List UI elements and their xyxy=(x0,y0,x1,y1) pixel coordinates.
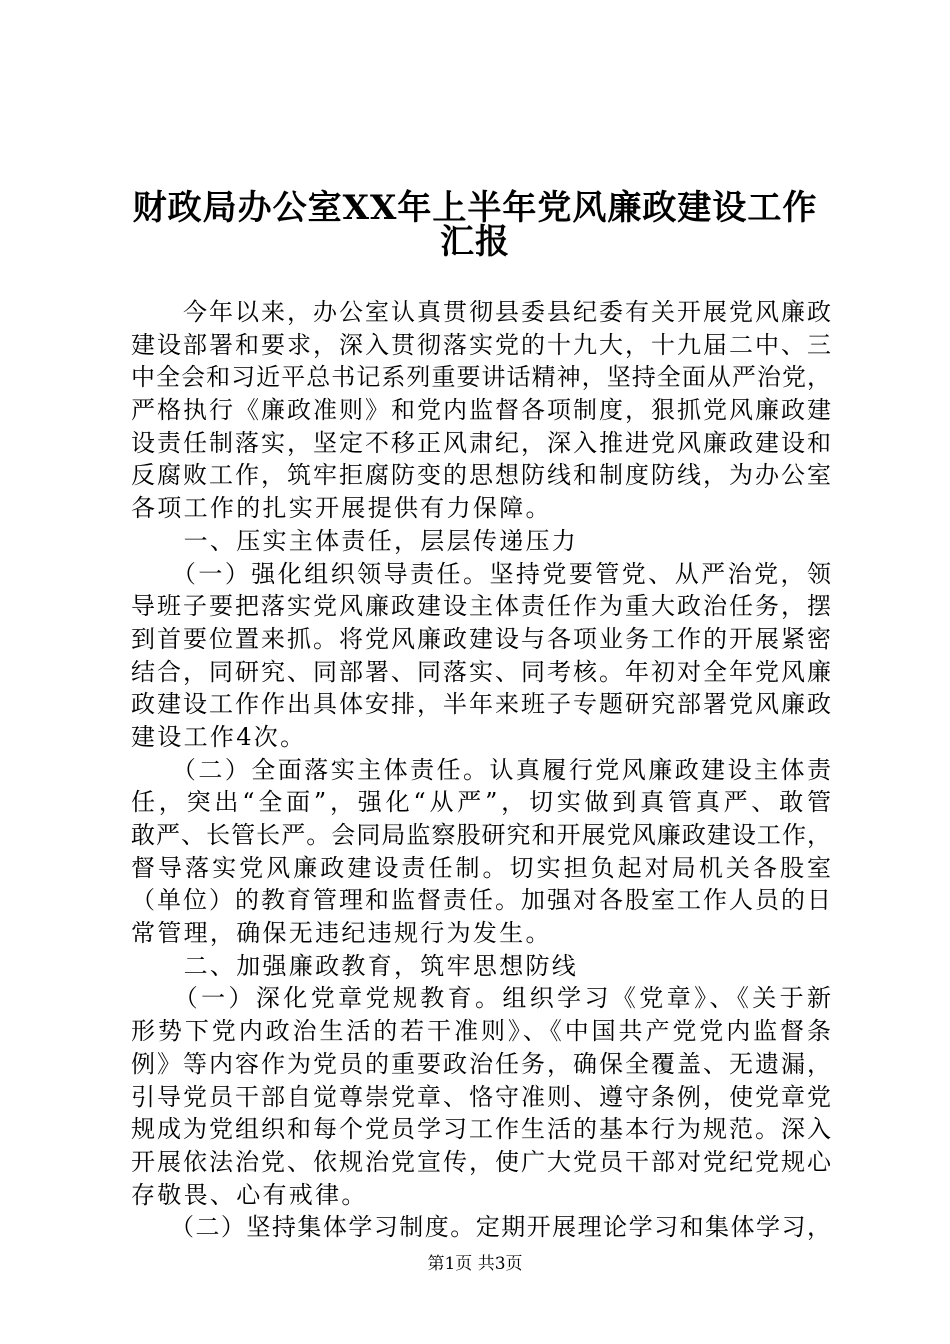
body-line: 敢严、长管长严。会同局监察股研究和开展党风廉政建设工作， xyxy=(131,821,831,849)
body-line: 督导落实党风廉政建设责任制。切实担负起对局机关各股室 xyxy=(131,853,831,882)
body-line: 中全会和习近平总书记系列重要讲话精神，坚持全面从严治党， xyxy=(131,363,831,392)
body-line: 规成为党组织和每个党员学习工作生活的基本行为规范。深入 xyxy=(131,1115,831,1144)
page-footer: 第1页 共3页 xyxy=(427,1254,523,1274)
body-line: 建设部署和要求，深入贯彻落实党的十九大，十九届二中、三 xyxy=(131,330,831,359)
document-title-line-1: 财政局办公室XX年上半年党风廉政建设工作 xyxy=(132,188,818,228)
body-line: 设责任制落实，坚定不移正风肃纪，深入推进党风廉政建设和 xyxy=(131,428,831,457)
body-line: 形势下党内政治生活的若干准则》、《中国共产党党内监督条 xyxy=(131,1017,831,1046)
document-title-line-2: 汇报 xyxy=(440,222,510,262)
document-body xyxy=(131,296,831,1244)
body-line: 例》等内容作为党员的重要政治任务，确保全覆盖、无遗漏， xyxy=(131,1049,831,1078)
body-line: （二）全面落实主体责任。认真履行党风廉政建设主体责 xyxy=(131,755,831,784)
body-line: 严格执行《廉政准则》和党内监督各项制度，狠抓党风廉政建 xyxy=(131,396,831,425)
body-line: 引导党员干部自觉尊崇党章、恪守准则、遵守条例，使党章党 xyxy=(131,1082,831,1111)
body-line: 政建设工作作出具体安排，半年来班子专题研究部署党风廉政 xyxy=(131,690,831,719)
body-line: 反腐败工作，筑牢拒腐防变的思想防线和制度防线，为办公室 xyxy=(131,461,831,490)
body-line: （一）深化党章党规教育。组织学习《党章》、《关于新 xyxy=(131,984,831,1013)
body-line: 今年以来，办公室认真贯彻县委县纪委有关开展党风廉政 xyxy=(131,298,831,326)
body-line: 结合，同研究、同部署、同落实、同考核。年初对全年党风廉 xyxy=(131,657,831,686)
body-line: 存敬畏、心有戒律。 xyxy=(131,1180,368,1209)
body-line: 建设工作4次。 xyxy=(131,722,307,751)
body-line: 二、加强廉政教育，筑牢思想防线 xyxy=(131,951,579,980)
body-line: （二）坚持集体学习制度。定期开展理论学习和集体学习， xyxy=(131,1213,831,1242)
body-line: 一、压实主体责任，层层传递压力 xyxy=(131,526,579,555)
body-line: （一）强化组织领导责任。坚持党要管党、从严治党，领 xyxy=(131,559,831,588)
body-line: 任，突出“全面”，强化“从严”，切实做到真管真严、敢管 xyxy=(131,788,831,817)
body-line: 各项工作的扎实开展提供有力保障。 xyxy=(131,494,552,523)
body-line: 开展依法治党、依规治党宣传，使广大党员干部对党纪党规心 xyxy=(131,1147,831,1176)
body-line: （单位）的教育管理和监督责任。加强对各股室工作人员的日 xyxy=(131,886,831,915)
body-line: 到首要位置来抓。将党风廉政建设与各项业务工作的开展紧密 xyxy=(131,624,831,653)
body-line: 导班子要把落实党风廉政建设主体责任作为重大政治任务，摆 xyxy=(131,592,831,621)
body-line: 常管理，确保无违纪违规行为发生。 xyxy=(131,919,552,948)
